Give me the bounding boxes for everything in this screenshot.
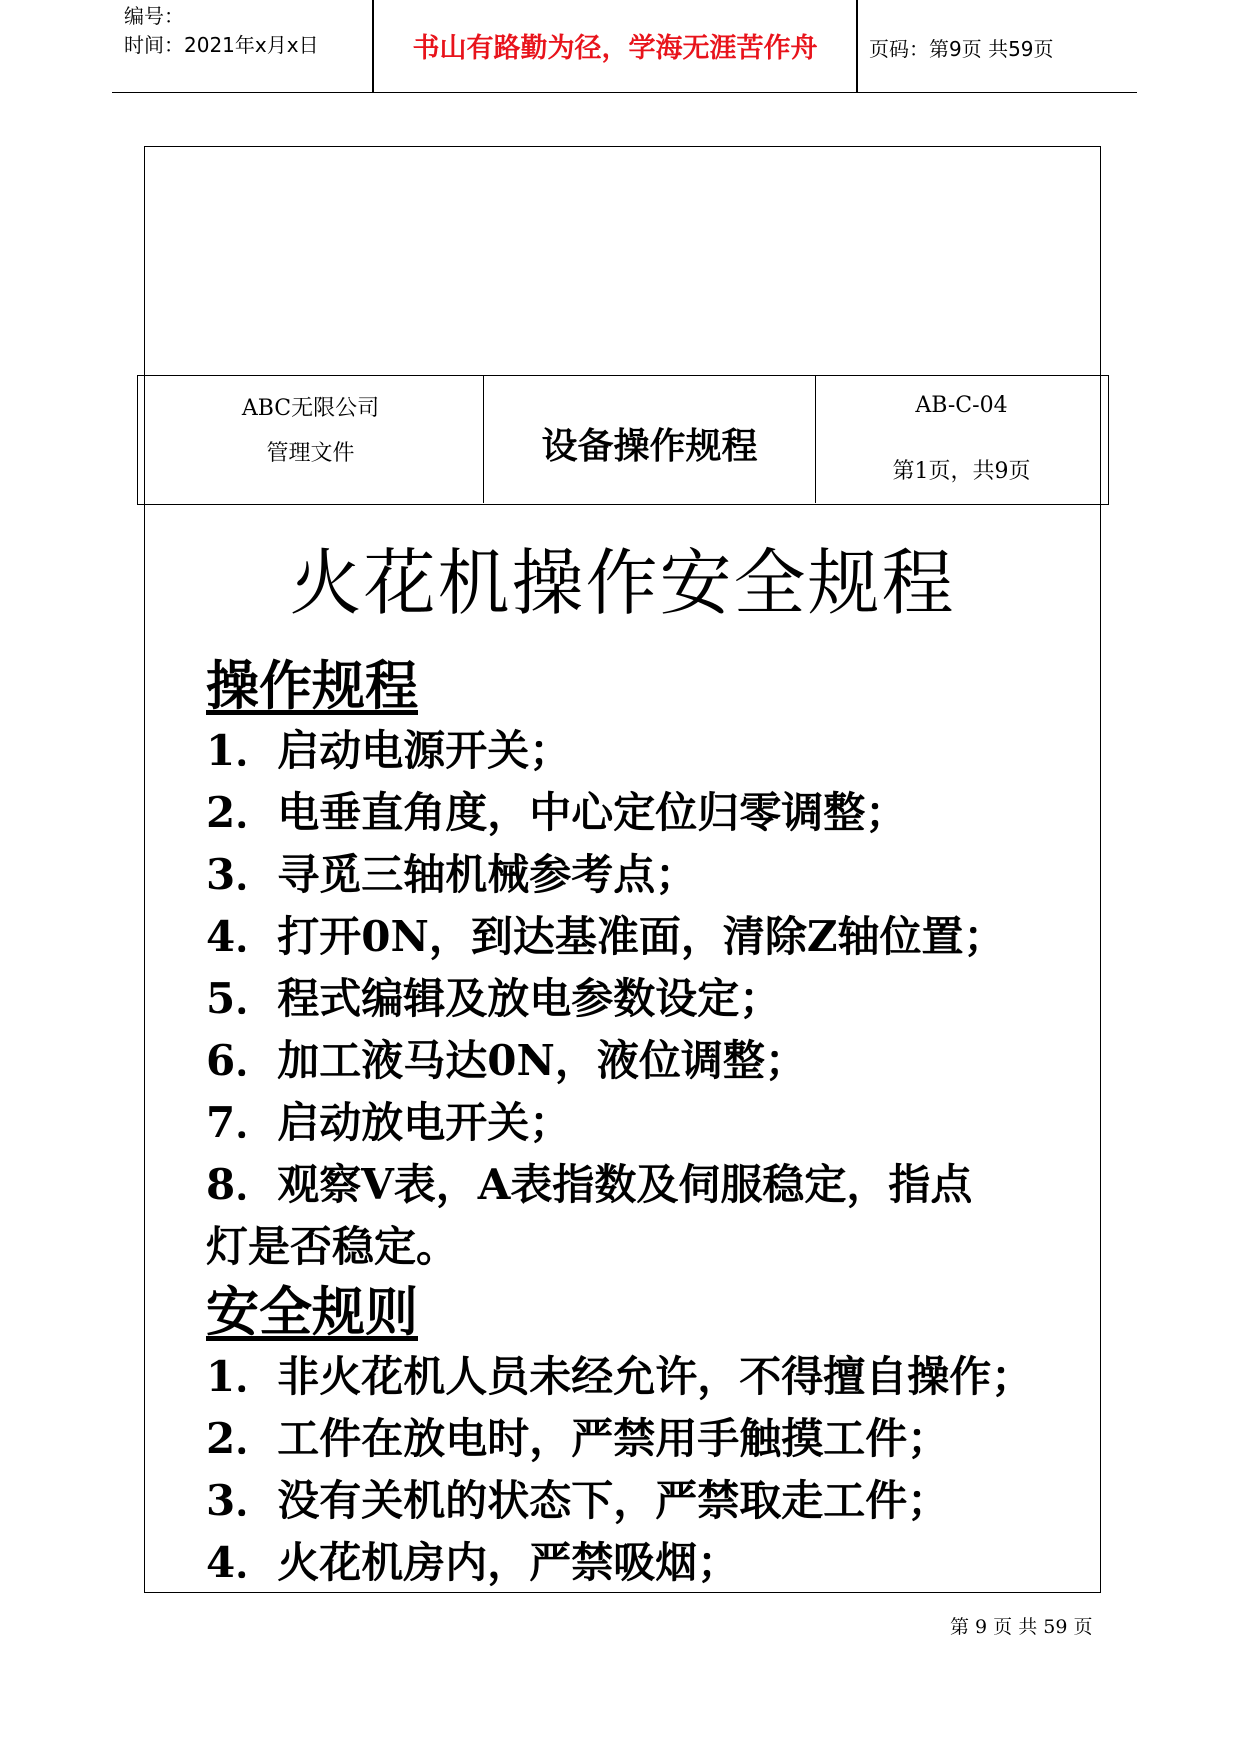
list-item: 3．寻觅三轴机械参考点；	[206, 850, 698, 899]
footer-page-number: 第 9 页 共 59 页	[950, 1616, 1093, 1638]
time-label: 时间：2021年x月x日	[124, 33, 319, 57]
doc-code: AB-C-04	[915, 393, 1008, 418]
doc-title-cell	[484, 376, 816, 503]
list-item: 1．非火花机人员未经允许，不得擅自操作；	[206, 1352, 1034, 1401]
list-item: 7．启动放电开关；	[206, 1098, 572, 1147]
list-item: 1．启动电源开关；	[206, 726, 572, 775]
header-divider	[856, 0, 858, 92]
list-item: 6．加工液马达0N，液位调整；	[206, 1036, 807, 1085]
list-item: 5．程式编辑及放电参数设定；	[206, 974, 782, 1023]
serial-label: 编号：	[124, 4, 184, 28]
page-header	[112, 0, 1137, 93]
document-info-table	[137, 375, 1109, 505]
list-item: 4．打开0N，到达基准面，清除Z轴位置；	[206, 912, 1006, 961]
section-heading-operation: 操作规程	[206, 656, 418, 717]
list-item: 4．火花机房内，严禁吸烟；	[206, 1538, 740, 1587]
doc-title: 设备操作规程	[541, 425, 758, 467]
list-item: 灯是否稳定。	[206, 1222, 459, 1271]
company-name: ABC无限公司	[241, 396, 380, 421]
list-item: 2．电垂直角度，中心定位归零调整；	[206, 788, 908, 837]
header-page-number: 页码：第9页 共59页	[869, 37, 1054, 61]
doc-code-cell	[816, 376, 1107, 503]
doc-type: 管理文件	[266, 441, 355, 466]
list-item: 3．没有关机的状态下，严禁取走工件；	[206, 1476, 950, 1525]
section-heading-safety: 安全规则	[206, 1282, 418, 1343]
list-item: 8．观察V表，A表指数及伺服稳定，指点	[206, 1160, 973, 1209]
doc-page: 第1页，共9页	[892, 459, 1031, 484]
list-item: 2．工件在放电时，严禁用手触摸工件；	[206, 1414, 950, 1463]
header-motto: 书山有路勤为径，学海无涯苦作舟	[412, 33, 818, 64]
main-title: 火花机操作安全规程	[289, 541, 956, 625]
doc-issuer-cell	[138, 376, 484, 503]
header-meta	[124, 2, 319, 60]
